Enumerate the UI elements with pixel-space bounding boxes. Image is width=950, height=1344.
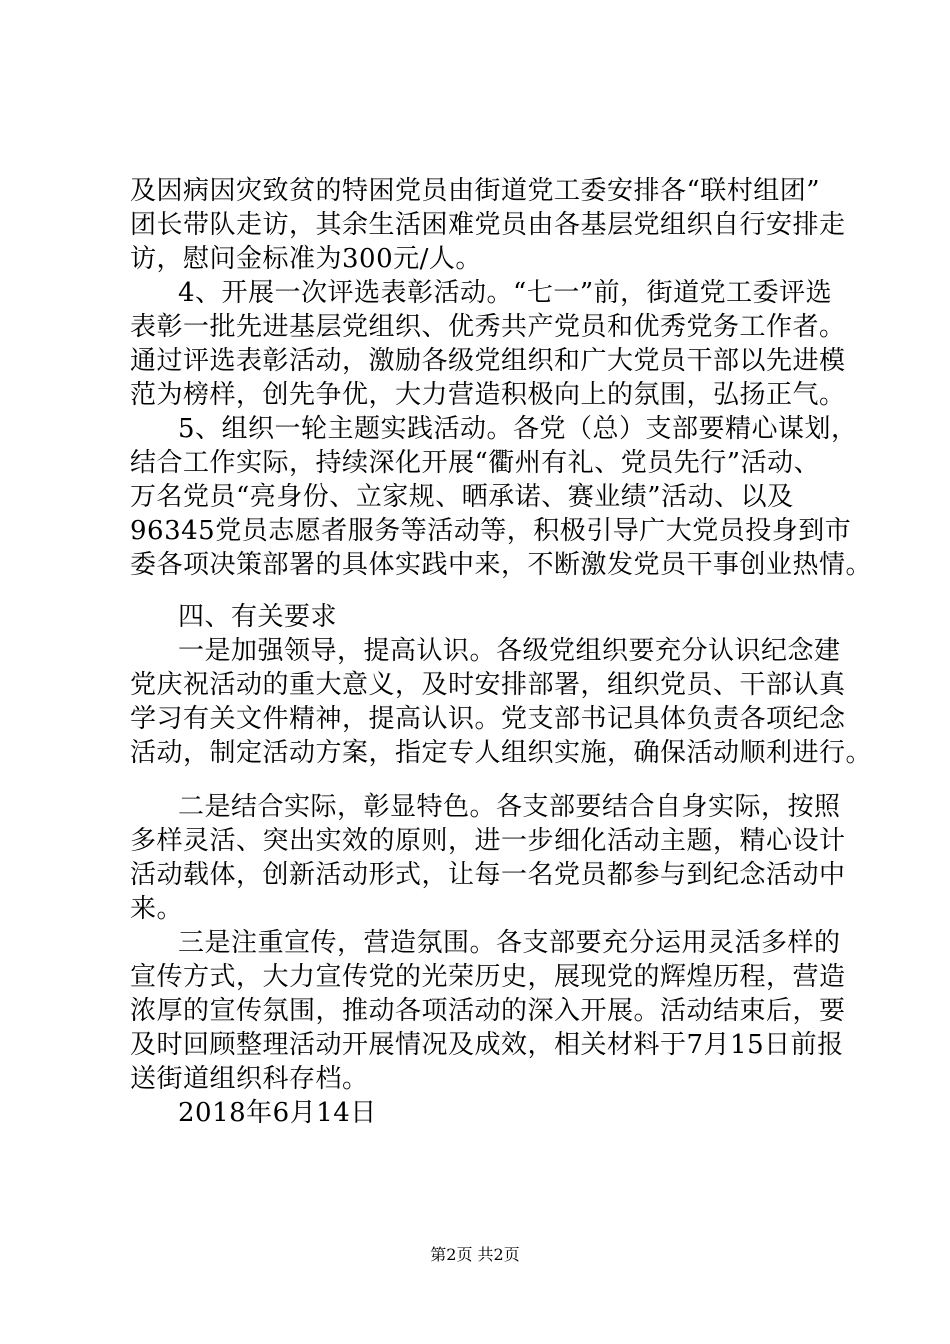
body-line: 三是注重宣传，营造氛围。各支部要充分运用灵活多样的	[178, 928, 841, 958]
body-line: 及时回顾整理活动开展情况及成效，相关材料于7月15日前报	[130, 1030, 844, 1060]
body-line: 表彰一批先进基层党组织、优秀共产党员和优秀党务工作者。	[130, 312, 846, 342]
body-line: 二是结合实际，彰显特色。各支部要结合自身实际，按照	[178, 792, 841, 822]
body-line: 访，慰问金标准为300元/人。	[130, 244, 482, 274]
body-line: 结合工作实际，持续深化开展“衢州有礼、党员先行”活动、	[130, 448, 821, 478]
document-date: 2018年6月14日	[178, 1098, 377, 1128]
body-line: 党庆祝活动的重大意义，及时安排部署，组织党员、干部认真	[130, 670, 846, 700]
body-line: 团长带队走访，其余生活困难党员由各基层党组织自行安排走	[130, 210, 846, 240]
body-line: 5、组织一轮主题实践活动。各党（总）支部要精心谋划，	[178, 414, 858, 444]
body-line: 万名党员“亮身份、立家规、晒承诺、赛业绩”活动、以及	[130, 482, 794, 512]
body-line: 浓厚的宣传氛围，推动各项活动的深入开展。活动结束后，要	[130, 996, 846, 1026]
page-number-footer: 第2页 共2页	[430, 1245, 520, 1264]
body-line: 来。	[130, 894, 184, 924]
body-line: 范为榜样，创先争优，大力营造积极向上的氛围，弘扬正气。	[130, 380, 846, 410]
body-line: 活动载体，创新活动形式，让每一名党员都参与到纪念活动中	[130, 860, 846, 890]
body-line: 及因病因灾致贫的特困党员由街道党工委安排各“联村组团”	[130, 176, 821, 206]
section-heading: 四、有关要求	[178, 602, 338, 632]
body-line: 委各项决策部署的具体实践中来，不断激发党员干事创业热情。	[130, 550, 873, 580]
body-line: 宣传方式，大力宣传党的光荣历史，展现党的辉煌历程，营造	[130, 962, 846, 992]
body-line: 多样灵活、突出实效的原则，进一步细化活动主题，精心设计	[130, 826, 846, 856]
body-line: 4、开展一次评选表彰活动。“七一”前，街道党工委评选	[178, 278, 833, 308]
body-line: 活动，制定活动方案，指定专人组织实施，确保活动顺利进行。	[130, 738, 873, 768]
body-line: 通过评选表彰活动，激励各级党组织和广大党员干部以先进模	[130, 346, 846, 376]
body-line: 一是加强领导，提高认识。各级党组织要充分认识纪念建	[178, 636, 841, 666]
body-line: 96345党员志愿者服务等活动等，积极引导广大党员投身到市	[130, 516, 852, 546]
body-line: 学习有关文件精神，提高认识。党支部书记具体负责各项纪念	[130, 704, 846, 734]
body-line: 送街道组织科存档。	[130, 1064, 369, 1094]
